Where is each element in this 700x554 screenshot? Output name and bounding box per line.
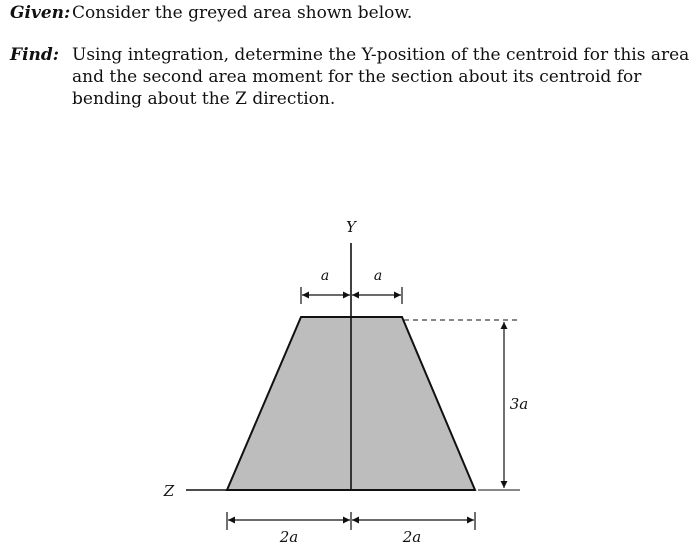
bottom-left-dim-label: 2a: [279, 528, 299, 546]
given-text: Consider the greyed area shown below.: [72, 3, 413, 23]
top-right-dim-label: a: [373, 268, 383, 284]
find-text: Using integration, determine the Y-position of the centroid for this area and the second area moment for the section about its centroid for bending about the Z direction.: [72, 45, 690, 109]
z-axis-label: Z: [163, 482, 175, 500]
y-axis-label: Y: [346, 218, 356, 236]
top-left-dim-label: a: [320, 268, 330, 284]
given-label: Given:: [10, 3, 71, 23]
bottom-right-dim-label: 2a: [402, 528, 422, 546]
bottom-dimension: [227, 512, 475, 546]
height-dim-label: 3a: [509, 395, 529, 413]
find-label: Find:: [10, 45, 60, 65]
